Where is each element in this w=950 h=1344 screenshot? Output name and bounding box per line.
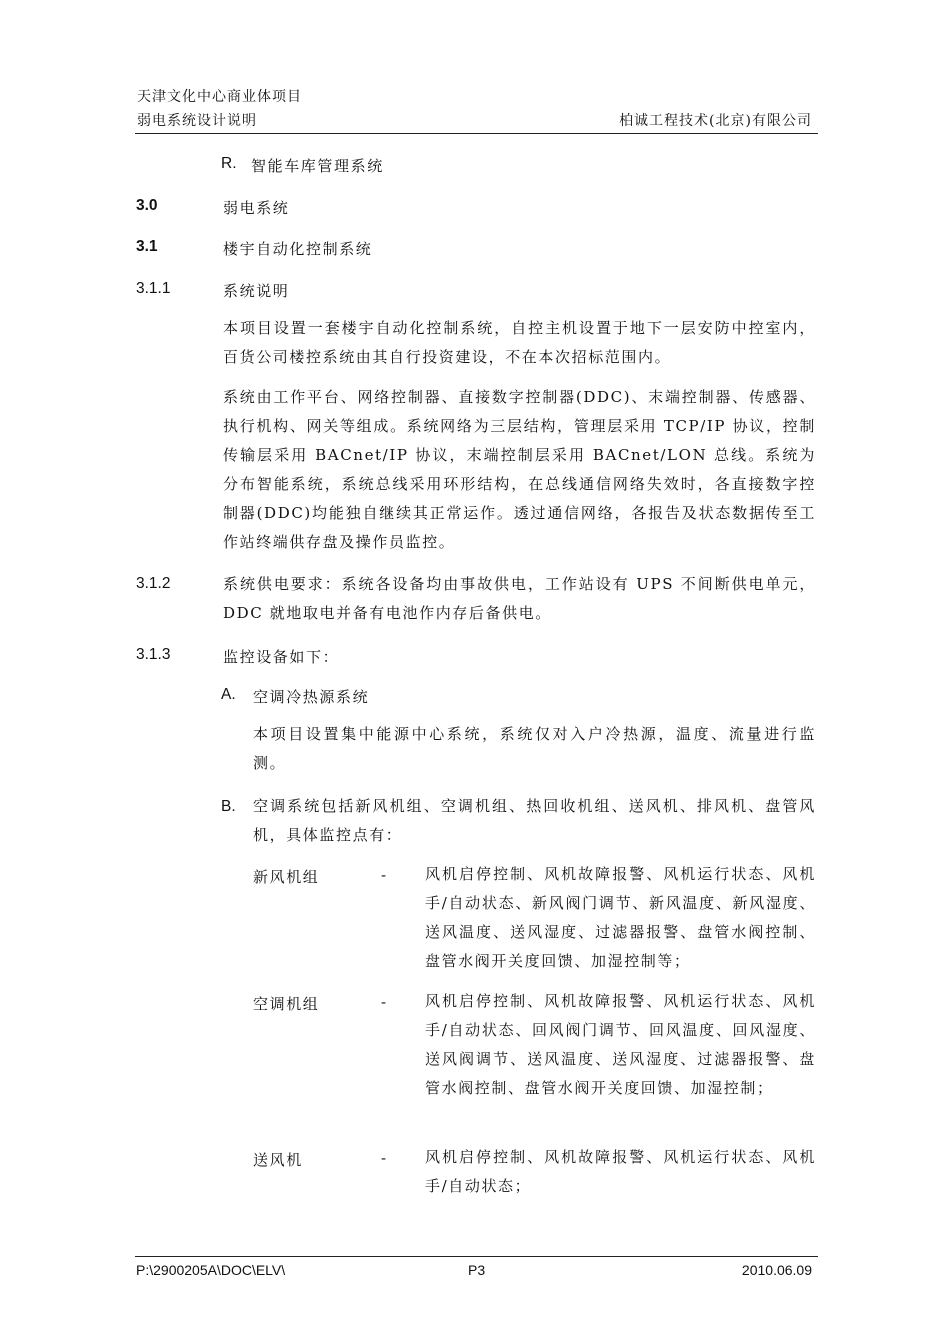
equipment-dash: - (381, 993, 388, 1011)
header-rule (135, 133, 818, 134)
item-a-title: 空调冷热源系统 (253, 688, 370, 706)
item-b-text: 空调系统包括新风机组、空调机组、热回收机组、送风机、排风机、盘管风机，具体监控点有： (253, 797, 816, 844)
equipment-name-ahu: 空调机组 (253, 995, 320, 1013)
equipment-desc-ahu: 风机启停控制、风机故障报警、风机运行状态、风机手/自动状态、回风阀门调节、回风温度、回风湿度、送风阀调节、送风温度、送风湿度、过滤器报警、盘管水阀控制、盘管水阀开关度回馈、加湿控制； (425, 992, 816, 1097)
paragraph-architecture: 系统由工作平台、网络控制器、直接数字控制器(DDC)、末端控制器、传感器、执行机构、网关等组成。系统网络为三层结构，管理层采用 TCP/IP 协议，控制传输层采用 BACnet/IP 协议，末端控制层采用 BACnet/LON 总线。系统为分布智能系统，系统总线采用环形结构，在总线通信网络失效时，各直接数字控制器(DDC)均能独自继续其正常运作。透过通信网络，各报告及状态数据传至工作站终端供存盘及操作员监控。 (223, 388, 816, 551)
item-b-number: B. (221, 798, 236, 815)
item-a-number: A. (221, 686, 236, 703)
section-3-1-3-number: 3.1.3 (136, 646, 171, 663)
paragraph-overview: 本项目设置一套楼宇自动化控制系统，自控主机设置于地下一层安防中控室内，百货公司楼控系统由其自行投资建设，不在本次招标范围内。 (223, 319, 816, 366)
section-3-1-title: 楼宇自动化控制系统 (223, 240, 373, 258)
header-project: 天津文化中心商业体项目 (137, 89, 302, 105)
item-a-paragraph: 本项目设置集中能源中心系统，系统仅对入户冷热源，温度、流量进行监测。 (253, 725, 816, 772)
section-3-1-number: 3.1 (136, 238, 158, 255)
section-3-0-title: 弱电系统 (223, 199, 290, 217)
footer-date: 2010.06.09 (741, 1262, 812, 1278)
equipment-desc-supply-fan: 风机启停控制、风机故障报警、风机运行状态、风机手/自动状态； (425, 1148, 816, 1195)
section-3-1-3-title: 监控设备如下： (223, 648, 340, 666)
equipment-name-supply-fan: 送风机 (253, 1151, 303, 1169)
section-3-1-1-title: 系统说明 (223, 282, 290, 300)
section-3-0-number: 3.0 (136, 197, 158, 214)
section-3-1-2-number: 3.1.2 (136, 575, 171, 592)
equipment-dash: - (381, 866, 388, 884)
equipment-name-fresh-air-unit: 新风机组 (253, 868, 320, 886)
item-r-text: 智能车库管理系统 (251, 157, 384, 175)
item-r-number: R. (221, 155, 237, 172)
section-3-1-2-text: 系统供电要求：系统各设备均由事故供电，工作站设有 UPS 不间断供电单元，DDC 就地取电并备有电池作内存后备供电。 (223, 575, 816, 622)
equipment-desc-fresh-air-unit: 风机启停控制、风机故障报警、风机运行状态、风机手/自动状态、新风阀门调节、新风温度、新风湿度、送风温度、送风湿度、过滤器报警、盘管水阀控制、盘管水阀开关度回馈、加湿控制等； (425, 865, 816, 970)
equipment-dash: - (381, 1149, 388, 1167)
header-company: 柏诚工程技术(北京)有限公司 (619, 113, 812, 129)
footer-page-number: P3 (468, 1262, 486, 1278)
header-doc-title: 弱电系统设计说明 (137, 113, 257, 129)
footer-path: P:\2900205A\DOC\ELV\ (136, 1262, 286, 1278)
section-3-1-1-number: 3.1.1 (136, 280, 171, 297)
footer-rule (135, 1256, 818, 1257)
